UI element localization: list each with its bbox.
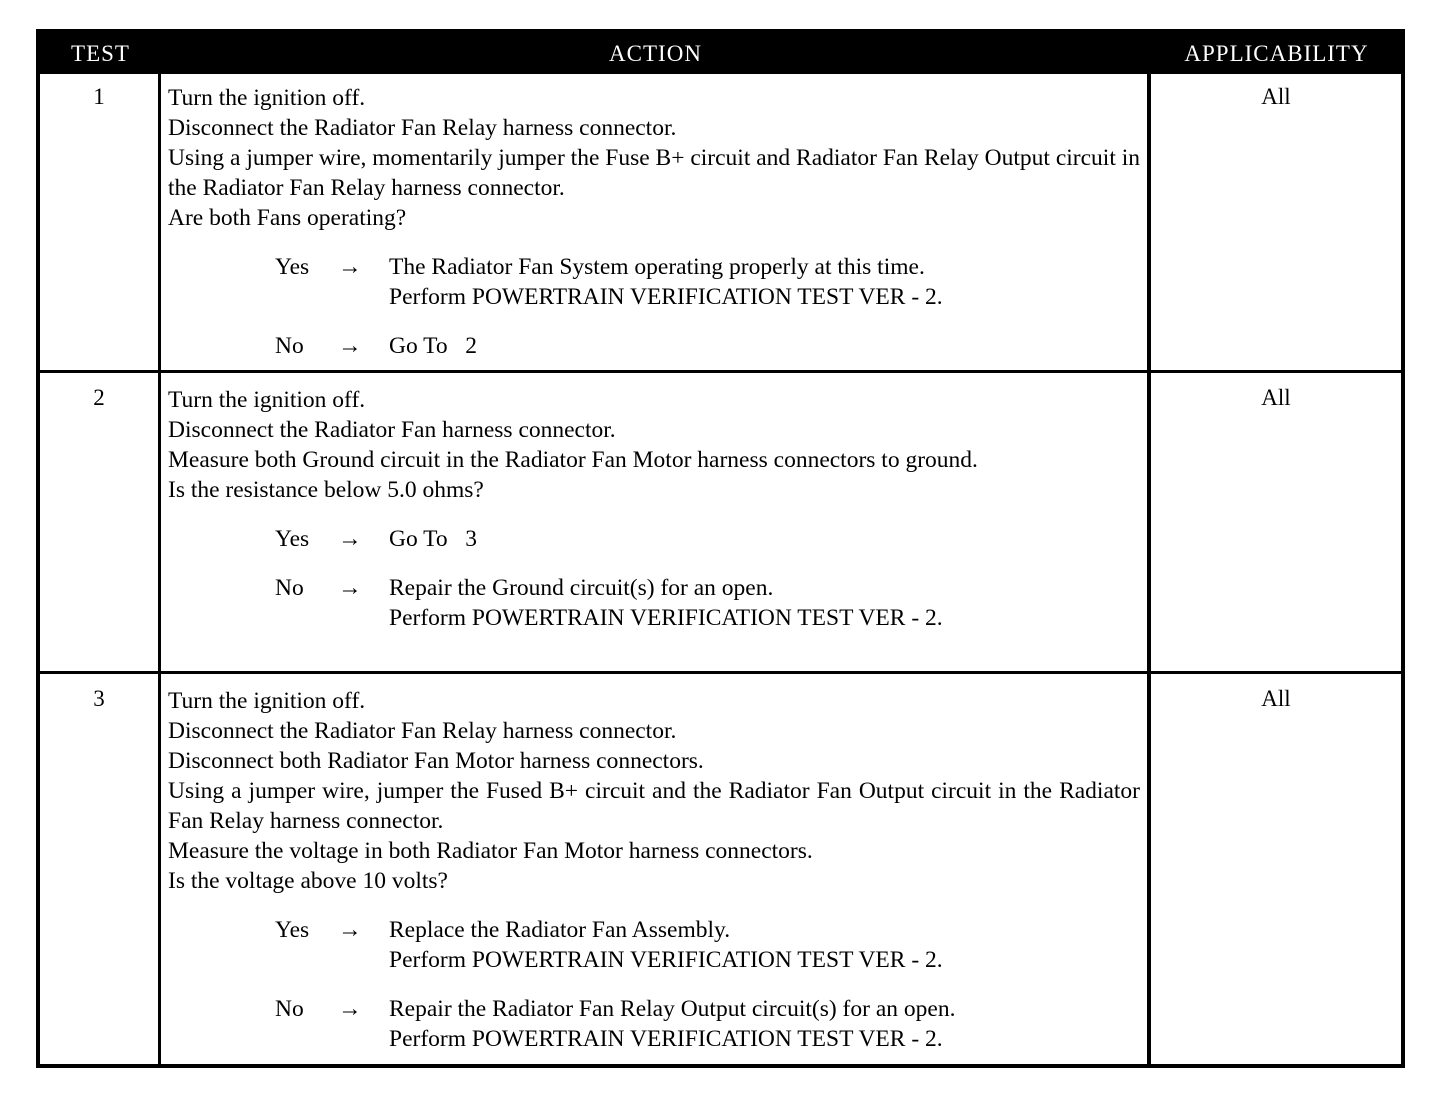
no-outcome <box>168 994 1140 1054</box>
action-step: Disconnect the Radiator Fan Relay harness connector. <box>168 718 677 744</box>
no-outcome <box>168 331 1140 361</box>
no-label: No <box>275 996 304 1022</box>
action-step: Using a jumper wire, momentarily jumper the Fuse B+ circuit and Radiator Fan Relay Output circuit in the Radiator Fan Relay harness connector. <box>168 145 1140 201</box>
action-step: Turn the ignition off. <box>168 688 366 714</box>
outcome-line: The Radiator Fan System operating properly at this time. <box>389 254 925 280</box>
action-cell <box>168 385 1140 633</box>
action-step: Turn the ignition off. <box>168 85 366 111</box>
applicability-value: All <box>1261 686 1291 711</box>
no-label: No <box>275 575 304 601</box>
action-step: Are both Fans operating? <box>168 205 407 231</box>
outcome-line: Perform POWERTRAIN VERIFICATION TEST VER - 2. <box>389 947 943 973</box>
yes-label: Yes <box>275 917 310 943</box>
action-step: Is the resistance below 5.0 ohms? <box>168 477 484 503</box>
outcome-line: Replace the Radiator Fan Assembly. <box>389 917 731 943</box>
action-step: Is the voltage above 10 volts? <box>168 868 448 894</box>
action-cell <box>168 686 1140 1054</box>
arrow-right-icon: → <box>338 526 362 552</box>
test-number: 1 <box>93 84 105 109</box>
row-divider <box>40 370 1401 373</box>
column-divider <box>158 74 161 1064</box>
outcome-line: Go To 3 <box>389 526 478 552</box>
arrow-right-icon: → <box>338 333 362 359</box>
outcome-line: Perform POWERTRAIN VERIFICATION TEST VER - 2. <box>389 1026 943 1052</box>
yes-outcome <box>168 524 1140 554</box>
action-step: Disconnect both Radiator Fan Motor harness connectors. <box>168 748 704 774</box>
action-step: Measure both Ground circuit in the Radiator Fan Motor harness connectors to ground. <box>168 447 978 473</box>
yes-outcome <box>168 252 1140 312</box>
applicability-value: All <box>1261 385 1291 410</box>
outcome-line: Go To 2 <box>389 333 478 359</box>
test-number: 3 <box>93 686 105 711</box>
action-step: Turn the ignition off. <box>168 387 366 413</box>
arrow-right-icon: → <box>338 575 362 601</box>
header-action: ACTION <box>609 40 702 66</box>
action-step: Disconnect the Radiator Fan harness connector. <box>168 417 616 443</box>
outcome-line: Perform POWERTRAIN VERIFICATION TEST VER - 2. <box>389 605 943 631</box>
no-outcome <box>168 573 1140 633</box>
outcome-line: Repair the Radiator Fan Relay Output circuit(s) for an open. <box>389 996 956 1022</box>
no-label: No <box>275 333 304 359</box>
diagnostic-test-table <box>36 29 1405 1068</box>
yes-label: Yes <box>275 254 310 280</box>
table-header <box>40 33 1401 74</box>
test-number: 2 <box>93 385 105 410</box>
column-divider <box>1147 74 1151 1064</box>
arrow-right-icon: → <box>338 917 362 943</box>
arrow-right-icon: → <box>338 254 362 280</box>
applicability-value: All <box>1261 84 1291 109</box>
action-step: Measure the voltage in both Radiator Fan Motor harness connectors. <box>168 838 813 864</box>
row-divider <box>40 671 1401 674</box>
outcome-line: Perform POWERTRAIN VERIFICATION TEST VER - 2. <box>389 284 943 310</box>
arrow-right-icon: → <box>338 996 362 1022</box>
yes-label: Yes <box>275 526 310 552</box>
action-step: Disconnect the Radiator Fan Relay harness connector. <box>168 115 677 141</box>
action-cell <box>168 83 1140 361</box>
yes-outcome <box>168 915 1140 975</box>
header-test: TEST <box>71 40 130 66</box>
outcome-line: Repair the Ground circuit(s) for an open. <box>389 575 774 601</box>
action-step: Using a jumper wire, jumper the Fused B+ circuit and the Radiator Fan Output circuit in the Radiator Fan Relay harness connector. <box>168 778 1140 834</box>
header-applicability: APPLICABILITY <box>1184 40 1369 66</box>
